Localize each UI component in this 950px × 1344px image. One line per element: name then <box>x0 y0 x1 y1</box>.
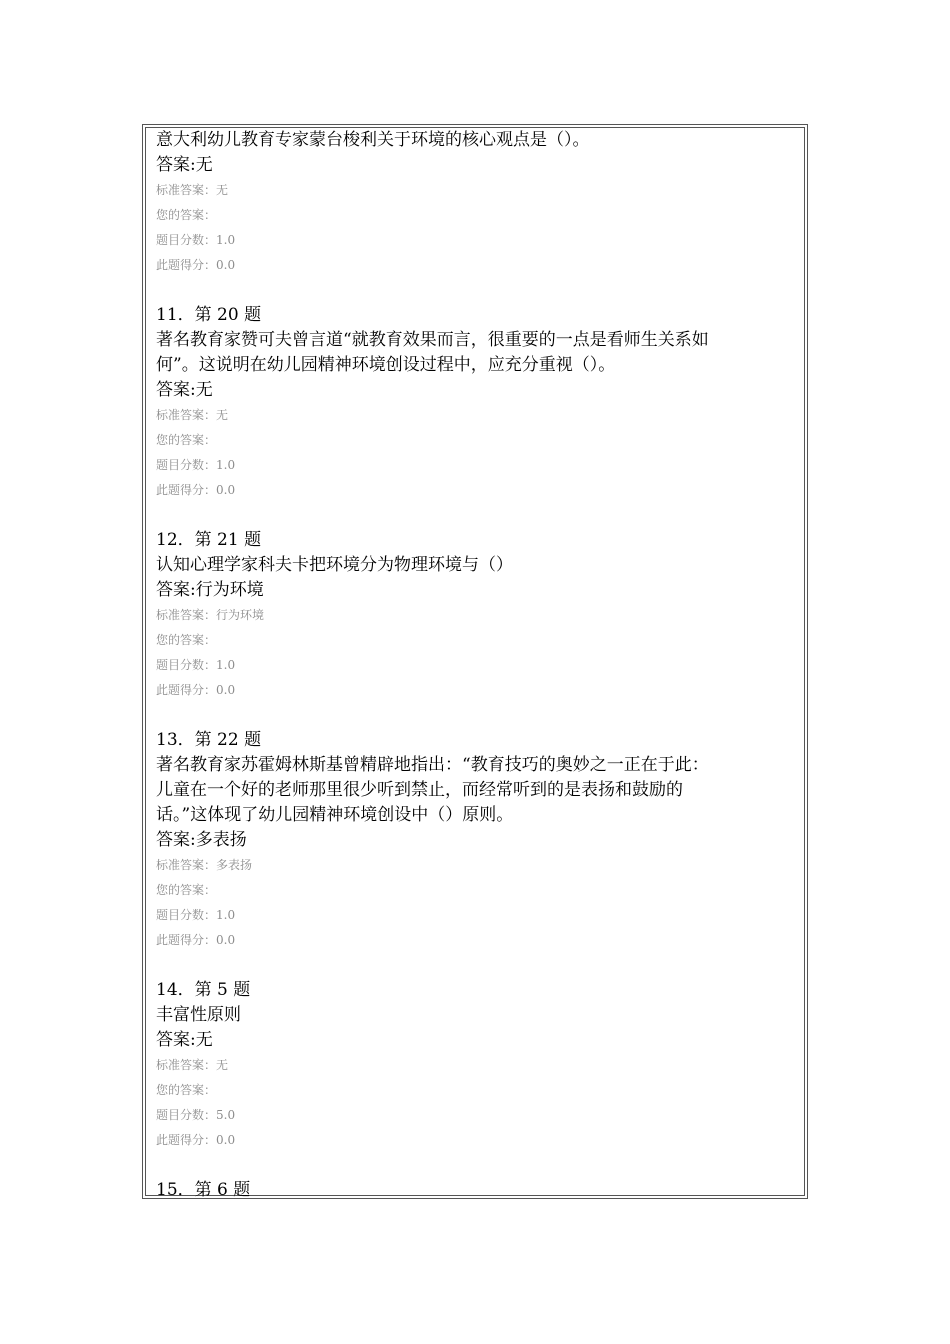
question-block <box>156 978 796 1153</box>
standard-answer-label: 标准答案： <box>156 1058 217 1072</box>
question-text: 认知心理学家科夫卡把环境分为物理环境与（） <box>156 555 513 575</box>
your-answer-label: 您的答案： <box>156 633 217 647</box>
standard-answer-value: 多表扬 <box>216 858 253 872</box>
question-score-label: 题目分数： <box>156 658 217 672</box>
spacer <box>156 703 796 728</box>
question-score-line <box>156 903 796 928</box>
question-text: 著名教育家苏霍姆林斯基曾精辟地指出：“教育技巧的奥妙之一正在于此： <box>156 755 709 775</box>
your-answer-line <box>156 628 796 653</box>
answer-line <box>156 578 796 603</box>
your-answer-label: 您的答案： <box>156 208 217 222</box>
your-answer-line <box>156 1078 796 1103</box>
question-text: 儿童在一个好的老师那里很少听到禁止，而经常听到的是表扬和鼓励的 <box>156 780 683 800</box>
answer-label: 答案: <box>156 580 196 600</box>
question-score-label: 题目分数： <box>156 908 217 922</box>
spacer <box>156 503 796 528</box>
answer-line <box>156 153 796 178</box>
obtained-score-label: 此题得分： <box>156 1133 217 1147</box>
answer-line <box>156 1028 796 1053</box>
answer-value: 无 <box>195 155 213 175</box>
obtained-score-line <box>156 1128 796 1153</box>
standard-answer-label: 标准答案： <box>156 408 217 422</box>
obtained-score-line <box>156 928 796 953</box>
obtained-score-label: 此题得分： <box>156 258 217 272</box>
answer-label: 答案: <box>156 830 196 850</box>
spacer <box>156 278 796 303</box>
obtained-score-value: 0.0 <box>216 683 236 697</box>
question-score-line <box>156 453 796 478</box>
your-answer-label: 您的答案： <box>156 1083 217 1097</box>
answer-value: 无 <box>195 1030 213 1050</box>
standard-answer-value: 无 <box>216 1058 229 1072</box>
obtained-score-line <box>156 253 796 278</box>
question-score-value: 1.0 <box>216 908 236 922</box>
standard-answer-value: 行为环境 <box>216 608 265 622</box>
question-score-label: 题目分数： <box>156 233 217 247</box>
standard-answer-label: 标准答案： <box>156 608 217 622</box>
question-score-label: 题目分数： <box>156 1108 217 1122</box>
question-score-value: 5.0 <box>216 1108 236 1122</box>
standard-answer-label: 标准答案： <box>156 183 217 197</box>
answer-label: 答案: <box>156 380 196 400</box>
question-score-label: 题目分数： <box>156 458 217 472</box>
obtained-score-label: 此题得分： <box>156 933 217 947</box>
your-answer-line <box>156 203 796 228</box>
question-heading: 13．第 22 题 <box>156 730 262 750</box>
obtained-score-value: 0.0 <box>216 933 236 947</box>
question-text: 丰富性原则 <box>156 1005 241 1025</box>
question-score-line <box>156 228 796 253</box>
answer-label: 答案: <box>156 155 196 175</box>
spacer <box>156 953 796 978</box>
your-answer-line <box>156 428 796 453</box>
question-block <box>156 728 796 953</box>
question-score-line <box>156 653 796 678</box>
your-answer-label: 您的答案： <box>156 883 217 897</box>
obtained-score-label: 此题得分： <box>156 683 217 697</box>
standard-answer-value: 无 <box>216 408 229 422</box>
question-heading: 14．第 5 题 <box>156 980 251 1000</box>
standard-answer-line <box>156 178 796 203</box>
answer-value: 无 <box>195 380 213 400</box>
standard-answer-line <box>156 853 796 878</box>
question-score-line <box>156 1103 796 1128</box>
question-text: 著名教育家赞可夫曾言道“就教育效果而言，很重要的一点是看师生关系如 <box>156 330 709 350</box>
question-score-value: 1.0 <box>216 458 236 472</box>
obtained-score-label: 此题得分： <box>156 483 217 497</box>
question-text: 何”。这说明在幼儿园精神环境创设过程中，应充分重视（）。 <box>156 355 616 375</box>
your-answer-label: 您的答案： <box>156 433 217 447</box>
answer-value: 行为环境 <box>195 580 264 600</box>
question-score-value: 1.0 <box>216 658 236 672</box>
obtained-score-value: 0.0 <box>216 1133 236 1147</box>
obtained-score-value: 0.0 <box>216 258 236 272</box>
standard-answer-line <box>156 403 796 428</box>
question-heading: 12．第 21 题 <box>156 530 262 550</box>
standard-answer-label: 标准答案： <box>156 858 217 872</box>
answer-line <box>156 378 796 403</box>
obtained-score-value: 0.0 <box>216 483 236 497</box>
question-block <box>156 528 796 703</box>
answer-value: 多表扬 <box>195 830 247 850</box>
question-text: 话。”这体现了幼儿园精神环境创设中（）原则。 <box>156 805 514 825</box>
standard-answer-line <box>156 1053 796 1078</box>
answer-label: 答案: <box>156 1030 196 1050</box>
question-heading: 15．第 6 题 <box>156 1180 251 1200</box>
question-block <box>156 128 796 278</box>
standard-answer-value: 无 <box>216 183 229 197</box>
question-score-value: 1.0 <box>216 233 236 247</box>
question-block <box>156 303 796 503</box>
obtained-score-line <box>156 678 796 703</box>
question-list <box>156 128 796 1203</box>
question-text: 意大利幼儿教育专家蒙台梭利关于环境的核心观点是（）。 <box>156 130 590 150</box>
answer-line <box>156 828 796 853</box>
standard-answer-line <box>156 603 796 628</box>
obtained-score-line <box>156 478 796 503</box>
question-heading: 11．第 20 题 <box>156 305 262 325</box>
spacer <box>156 1153 796 1178</box>
your-answer-line <box>156 878 796 903</box>
